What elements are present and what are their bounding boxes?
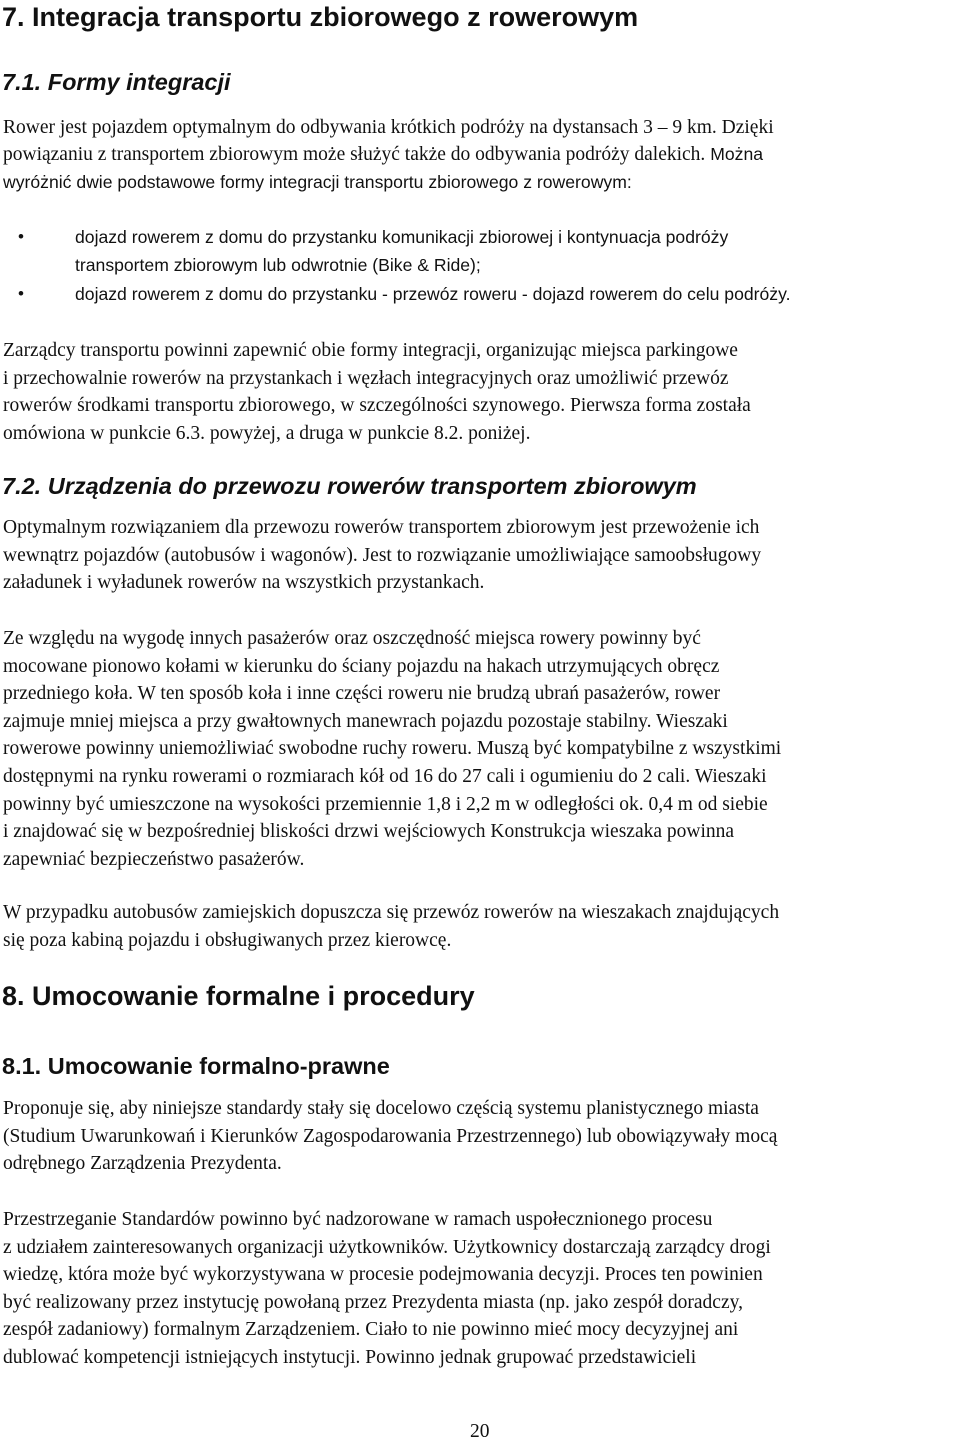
subsection-8-1-heading: 8.1. Umocowanie formalno-prawne: [2, 1053, 390, 1079]
text-line: Zarządcy transportu powinni zapewnić obie formy integracji, organizując miejsca parkingowe: [3, 340, 738, 361]
intro-line-3: wyróżnić dwie podstawowe formy integracji transportu zbiorowego z rowerowym:: [3, 172, 632, 192]
text-line: wiedzę, która może być wykorzystywana w procesie podejmowania decyzji. Proces ten powinien: [3, 1264, 763, 1286]
list-item-1-line-2: transportem zbiorowym lub odwrotnie (Bike & Ride);: [75, 255, 481, 275]
section-8-heading: 8. Umocowanie formalne i procedury: [2, 981, 475, 1011]
text-line: i znajdować się w bezpośredniej bliskości drzwi wejściowych Konstrukcja wieszaka powinna: [3, 821, 735, 843]
text-line: odrębnego Zarządzenia Prezydenta.: [3, 1153, 282, 1175]
text-line: Proponuje się, aby niniejsze standardy stały się docelowo częścią systemu planistycznego miasta: [3, 1098, 759, 1119]
paragraph-8-1-2: [3, 1206, 959, 1372]
intro-line-1: Rower jest pojazdem optymalnym do odbywania krótkich podróży na dystansach 3 – 9 km. Dzięki: [3, 117, 774, 138]
text-line: rowerowe powinny uniemożliwiać swobodne ruchy roweru. Muszą być kompatybilne z wszystkimi: [3, 738, 782, 760]
list-item-2-line-1: dojazd rowerem z domu do przystanku - przewóz roweru - dojazd rowerem do celu podróży.: [75, 284, 791, 304]
list-item-1-line-1: dojazd rowerem z domu do przystanku komunikacji zbiorowej i kontynuacja podróży: [75, 227, 729, 247]
text-line: Optymalnym rozwiązaniem dla przewozu rowerów transportem zbiorowym jest przewożenie ich: [3, 517, 760, 538]
text-line: omówiona w punkcie 6.3. powyżej, a druga w punkcie 8.2. poniżej.: [3, 422, 531, 444]
text-line: powinny być umieszczone na wysokości przemiennie 1,8 i 2,2 m w odległości ok. 0,4 m od siebie: [3, 793, 768, 815]
text-line: dublować kompetencji istniejących instytucji. Powinno jednak grupować przedstawicieli: [3, 1346, 697, 1368]
intro-line-2: [3, 141, 763, 169]
text-line: zapewniać bezpieczeństwo pasażerów.: [3, 848, 305, 870]
text-line: wewnątrz pojazdów (autobusów i wagonów). Jest to rozwiązanie umożliwiające samoobsługowy: [3, 544, 762, 566]
subsection-7-1-heading: 7.1. Formy integracji: [2, 69, 231, 95]
text-line: być realizowany przez instytucję powołaną przez Prezydenta miasta (np. jako zespół doradczy,: [3, 1291, 743, 1313]
text-line: zajmuje mniej miejsca a przy gwałtownych manewrach pojazdu pozostaje stabilny. Wieszaki: [3, 710, 728, 732]
text-line: Przestrzeganie Standardów powinno być nadzorowane w ramach uspołecznionego procesu: [3, 1209, 713, 1230]
bullet-marker: •: [18, 284, 24, 303]
text-line: rowerów środkami transportu zbiorowego, w szczególności szynowego. Pierwsza forma została: [3, 395, 751, 417]
paragraph-7-1-2: [3, 337, 959, 447]
text-line: z udziałem zainteresowanych organizacji użytkowników. Użytkownicy dostarczają zarządcy drogi: [3, 1236, 771, 1258]
paragraph-8-1-1: [3, 1095, 959, 1178]
text-line: mocowane pionowo kołami w kierunku do ściany pojazdu na hakach utrzymujących obręcz: [3, 655, 720, 677]
text-line: Ze względu na wygodę innych pasażerów oraz oszczędność miejsca rowery powinny być: [3, 628, 701, 649]
text-line: zespół zadaniowy) formalnym Zarządzeniem. Ciało to nie powinno mieć mocy decyzyjnej ani: [3, 1319, 739, 1341]
subsection-7-2-heading: 7.2. Urządzenia do przewozu rowerów transportem zbiorowym: [2, 473, 697, 499]
text-line: W przypadku autobusów zamiejskich dopuszcza się przewóz rowerów na wieszakach znajdujących: [3, 902, 780, 923]
text-line: dostępnymi na rynku rowerami o rozmiarach kół od 16 do 27 cali i ogumieniu do 2 cali. Wieszaki: [3, 765, 767, 787]
intro-line-2-serif: powiązaniu z transportem zbiorowym może służyć także do odbywania podróży dalekich.: [3, 144, 706, 165]
paragraph-7-2-3: [3, 899, 959, 954]
paragraph-7-2-1: [3, 514, 959, 597]
text-line: przedniego koła. W ten sposób koła i inne części roweru nie brudzą ubrań pasażerów, rower: [3, 683, 721, 705]
text-line: się poza kabiną pojazdu i obsługiwanych przez kierowcę.: [3, 929, 452, 951]
bullet-marker: •: [18, 227, 24, 246]
page-number: 20: [470, 1421, 490, 1442]
paragraph-7-2-2: [3, 625, 959, 873]
section-7-heading: 7. Integracja transportu zbiorowego z rowerowym: [2, 2, 639, 32]
text-line: i przechowalnie rowerów na przystankach i węzłach integracyjnych oraz umożliwić przewóz: [3, 367, 729, 389]
text-line: załadunek i wyładunek rowerów na wszystkich przystankach.: [3, 572, 485, 594]
intro-line-2-sans: Można: [705, 144, 764, 164]
text-line: (Studium Uwarunkowań i Kierunków Zagospodarowania Przestrzennego) lub obowiązywały mocą: [3, 1125, 778, 1147]
